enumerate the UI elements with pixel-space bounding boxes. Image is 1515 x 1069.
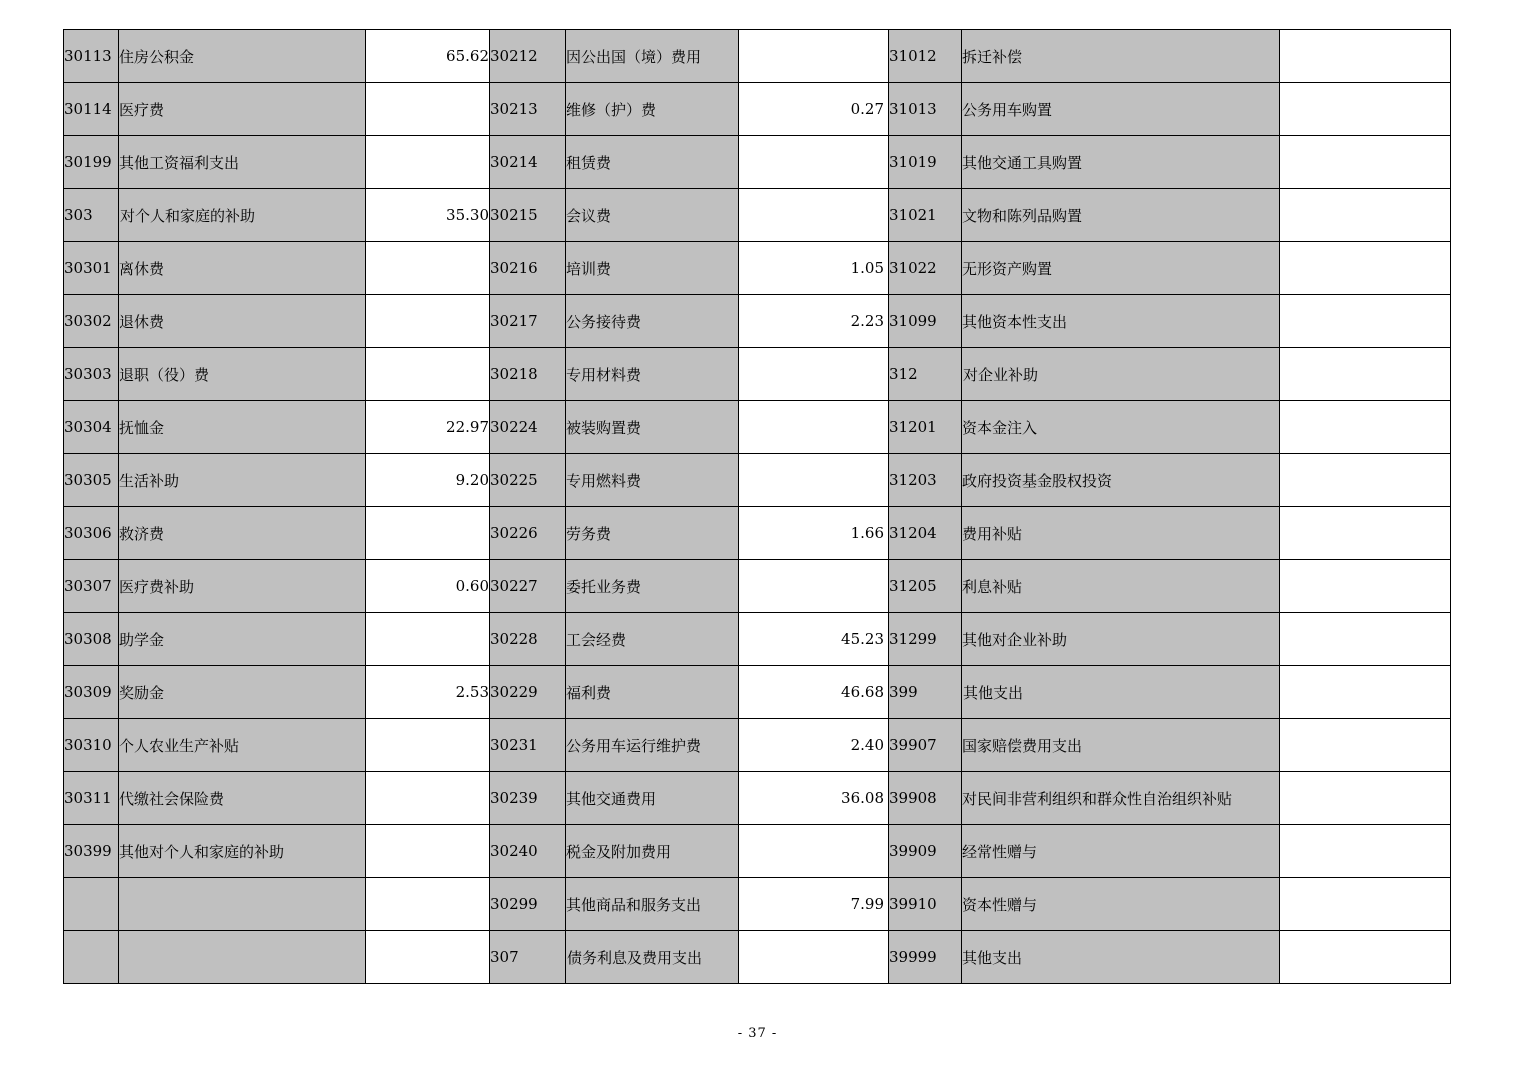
subject-name-cell: 租赁费 [566, 136, 739, 189]
amount-cell [1280, 613, 1451, 666]
subject-code-cell: 39907 [889, 719, 962, 772]
subject-name-cell: 离休费 [119, 242, 366, 295]
table-row [64, 454, 1451, 507]
table-row [64, 772, 1451, 825]
amount-cell [1280, 825, 1451, 878]
subject-name-cell: 债务利息及费用支出 [566, 931, 739, 984]
amount-cell: 35.30 [366, 189, 490, 242]
subject-code-cell: 307 [490, 931, 566, 984]
subject-code-cell: 30240 [490, 825, 566, 878]
subject-code-cell: 31204 [889, 507, 962, 560]
subject-name-cell: 福利费 [566, 666, 739, 719]
table-row [64, 30, 1451, 83]
subject-code-cell: 30239 [490, 772, 566, 825]
subject-code-cell: 30302 [64, 295, 119, 348]
subject-name-cell: 资本金注入 [962, 401, 1280, 454]
table-row [64, 348, 1451, 401]
amount-cell [1280, 666, 1451, 719]
subject-code-cell: 30307 [64, 560, 119, 613]
subject-code-cell: 30399 [64, 825, 119, 878]
amount-cell [1280, 931, 1451, 984]
subject-code-cell: 30310 [64, 719, 119, 772]
amount-cell: 2.53 [366, 666, 490, 719]
subject-code-cell: 31019 [889, 136, 962, 189]
subject-name-cell: 对企业补助 [962, 348, 1280, 401]
subject-code-cell: 30226 [490, 507, 566, 560]
amount-cell [366, 507, 490, 560]
amount-cell [366, 772, 490, 825]
subject-name-cell: 个人农业生产补贴 [119, 719, 366, 772]
subject-name-cell: 退休费 [119, 295, 366, 348]
subject-code-cell: 30227 [490, 560, 566, 613]
amount-cell [366, 242, 490, 295]
table-row [64, 401, 1451, 454]
table-row [64, 613, 1451, 666]
subject-name-cell: 抚恤金 [119, 401, 366, 454]
amount-cell [1280, 719, 1451, 772]
subject-name-cell: 其他对企业补助 [962, 613, 1280, 666]
amount-cell [1280, 30, 1451, 83]
subject-code-cell: 30301 [64, 242, 119, 295]
subject-name-cell: 国家赔偿费用支出 [962, 719, 1280, 772]
subject-name-cell: 工会经费 [566, 613, 739, 666]
subject-name-cell: 政府投资基金股权投资 [962, 454, 1280, 507]
subject-code-cell: 30113 [64, 30, 119, 83]
amount-cell: 9.20 [366, 454, 490, 507]
amount-cell [366, 83, 490, 136]
table-row [64, 719, 1451, 772]
table-body [64, 30, 1451, 984]
subject-name-cell: 拆迁补偿 [962, 30, 1280, 83]
amount-cell [366, 136, 490, 189]
subject-code-cell: 30212 [490, 30, 566, 83]
subject-name-cell: 其他对个人和家庭的补助 [119, 825, 366, 878]
amount-cell [366, 878, 490, 931]
amount-cell [366, 295, 490, 348]
subject-code-cell: 39908 [889, 772, 962, 825]
subject-code-cell: 31099 [889, 295, 962, 348]
subject-code-cell: 399 [889, 666, 962, 719]
subject-name-cell: 资本性赠与 [962, 878, 1280, 931]
subject-name-cell: 救济费 [119, 507, 366, 560]
amount-cell [739, 825, 889, 878]
table-row [64, 878, 1451, 931]
amount-cell: 2.40 [739, 719, 889, 772]
subject-code-cell: 31201 [889, 401, 962, 454]
subject-name-cell: 专用燃料费 [566, 454, 739, 507]
subject-code-cell: 312 [889, 348, 962, 401]
amount-cell [739, 189, 889, 242]
subject-code-cell: 30199 [64, 136, 119, 189]
amount-cell [366, 931, 490, 984]
amount-cell [1280, 83, 1451, 136]
amount-cell [739, 401, 889, 454]
page-number: - 37 - [737, 1026, 778, 1041]
subject-name-cell: 其他支出 [962, 931, 1280, 984]
subject-code-cell: 39909 [889, 825, 962, 878]
subject-name-cell: 退职（役）费 [119, 348, 366, 401]
subject-name-cell: 专用材料费 [566, 348, 739, 401]
subject-code-cell [64, 931, 119, 984]
budget-expenditure-table [63, 29, 1451, 984]
amount-cell [739, 136, 889, 189]
subject-name-cell: 无形资产购置 [962, 242, 1280, 295]
amount-cell [366, 348, 490, 401]
amount-cell: 46.68 [739, 666, 889, 719]
subject-code-cell: 30225 [490, 454, 566, 507]
subject-code-cell: 30303 [64, 348, 119, 401]
amount-cell: 1.66 [739, 507, 889, 560]
subject-name-cell: 公务用车运行维护费 [566, 719, 739, 772]
table-row [64, 83, 1451, 136]
subject-code-cell: 30308 [64, 613, 119, 666]
subject-name-cell: 劳务费 [566, 507, 739, 560]
subject-code-cell [64, 878, 119, 931]
subject-name-cell: 税金及附加费用 [566, 825, 739, 878]
subject-name-cell: 经常性赠与 [962, 825, 1280, 878]
subject-name-cell: 其他商品和服务支出 [566, 878, 739, 931]
subject-code-cell: 31021 [889, 189, 962, 242]
subject-name-cell: 其他支出 [962, 666, 1280, 719]
subject-name-cell: 利息补贴 [962, 560, 1280, 613]
subject-name-cell: 其他交通工具购置 [962, 136, 1280, 189]
subject-code-cell: 30306 [64, 507, 119, 560]
table-row [64, 295, 1451, 348]
amount-cell [1280, 507, 1451, 560]
subject-code-cell: 30311 [64, 772, 119, 825]
table-row [64, 825, 1451, 878]
amount-cell: 65.62 [366, 30, 490, 83]
subject-code-cell: 39999 [889, 931, 962, 984]
subject-code-cell: 31205 [889, 560, 962, 613]
amount-cell [1280, 136, 1451, 189]
subject-code-cell: 31012 [889, 30, 962, 83]
subject-code-cell: 30309 [64, 666, 119, 719]
table-row [64, 136, 1451, 189]
amount-cell [366, 825, 490, 878]
amount-cell [1280, 348, 1451, 401]
table-row [64, 189, 1451, 242]
subject-code-cell: 30229 [490, 666, 566, 719]
subject-code-cell: 31203 [889, 454, 962, 507]
subject-name-cell: 其他资本性支出 [962, 295, 1280, 348]
subject-code-cell: 31022 [889, 242, 962, 295]
amount-cell [1280, 295, 1451, 348]
subject-name-cell: 对民间非营利组织和群众性自治组织补贴 [962, 772, 1280, 825]
amount-cell [1280, 401, 1451, 454]
subject-code-cell: 30215 [490, 189, 566, 242]
amount-cell [1280, 454, 1451, 507]
table-row [64, 931, 1451, 984]
amount-cell [739, 454, 889, 507]
amount-cell: 7.99 [739, 878, 889, 931]
subject-name-cell: 医疗费 [119, 83, 366, 136]
subject-name-cell: 其他工资福利支出 [119, 136, 366, 189]
subject-name-cell: 医疗费补助 [119, 560, 366, 613]
amount-cell [1280, 189, 1451, 242]
subject-name-cell: 公务接待费 [566, 295, 739, 348]
subject-name-cell: 奖励金 [119, 666, 366, 719]
subject-code-cell: 30218 [490, 348, 566, 401]
subject-name-cell: 代缴社会保险费 [119, 772, 366, 825]
subject-name-cell [119, 931, 366, 984]
subject-code-cell: 30216 [490, 242, 566, 295]
amount-cell [739, 560, 889, 613]
subject-name-cell: 助学金 [119, 613, 366, 666]
subject-code-cell: 30304 [64, 401, 119, 454]
amount-cell [1280, 560, 1451, 613]
subject-name-cell: 费用补贴 [962, 507, 1280, 560]
subject-code-cell: 30217 [490, 295, 566, 348]
subject-code-cell: 30228 [490, 613, 566, 666]
amount-cell [366, 613, 490, 666]
amount-cell [739, 348, 889, 401]
subject-code-cell: 30231 [490, 719, 566, 772]
subject-name-cell: 生活补助 [119, 454, 366, 507]
subject-name-cell: 对个人和家庭的补助 [119, 189, 366, 242]
subject-name-cell: 维修（护）费 [566, 83, 739, 136]
subject-name-cell: 其他交通费用 [566, 772, 739, 825]
amount-cell: 0.60 [366, 560, 490, 613]
table-row [64, 560, 1451, 613]
amount-cell: 45.23 [739, 613, 889, 666]
table-row [64, 242, 1451, 295]
subject-code-cell: 39910 [889, 878, 962, 931]
amount-cell [739, 931, 889, 984]
subject-code-cell: 30213 [490, 83, 566, 136]
subject-code-cell: 31299 [889, 613, 962, 666]
amount-cell [1280, 772, 1451, 825]
amount-cell: 2.23 [739, 295, 889, 348]
amount-cell [1280, 242, 1451, 295]
subject-name-cell: 公务用车购置 [962, 83, 1280, 136]
subject-code-cell: 31013 [889, 83, 962, 136]
table-row [64, 507, 1451, 560]
subject-name-cell: 会议费 [566, 189, 739, 242]
subject-code-cell: 30214 [490, 136, 566, 189]
amount-cell [739, 30, 889, 83]
amount-cell: 1.05 [739, 242, 889, 295]
subject-name-cell: 因公出国（境）费用 [566, 30, 739, 83]
amount-cell [366, 719, 490, 772]
subject-code-cell: 30299 [490, 878, 566, 931]
subject-code-cell: 30305 [64, 454, 119, 507]
subject-code-cell: 30224 [490, 401, 566, 454]
subject-name-cell: 被装购置费 [566, 401, 739, 454]
subject-code-cell: 30114 [64, 83, 119, 136]
subject-name-cell: 委托业务费 [566, 560, 739, 613]
amount-cell: 36.08 [739, 772, 889, 825]
subject-name-cell: 文物和陈列品购置 [962, 189, 1280, 242]
subject-code-cell: 303 [64, 189, 119, 242]
subject-name-cell [119, 878, 366, 931]
amount-cell [1280, 878, 1451, 931]
amount-cell: 0.27 [739, 83, 889, 136]
subject-name-cell: 培训费 [566, 242, 739, 295]
amount-cell: 22.97 [366, 401, 490, 454]
table-row [64, 666, 1451, 719]
subject-name-cell: 住房公积金 [119, 30, 366, 83]
